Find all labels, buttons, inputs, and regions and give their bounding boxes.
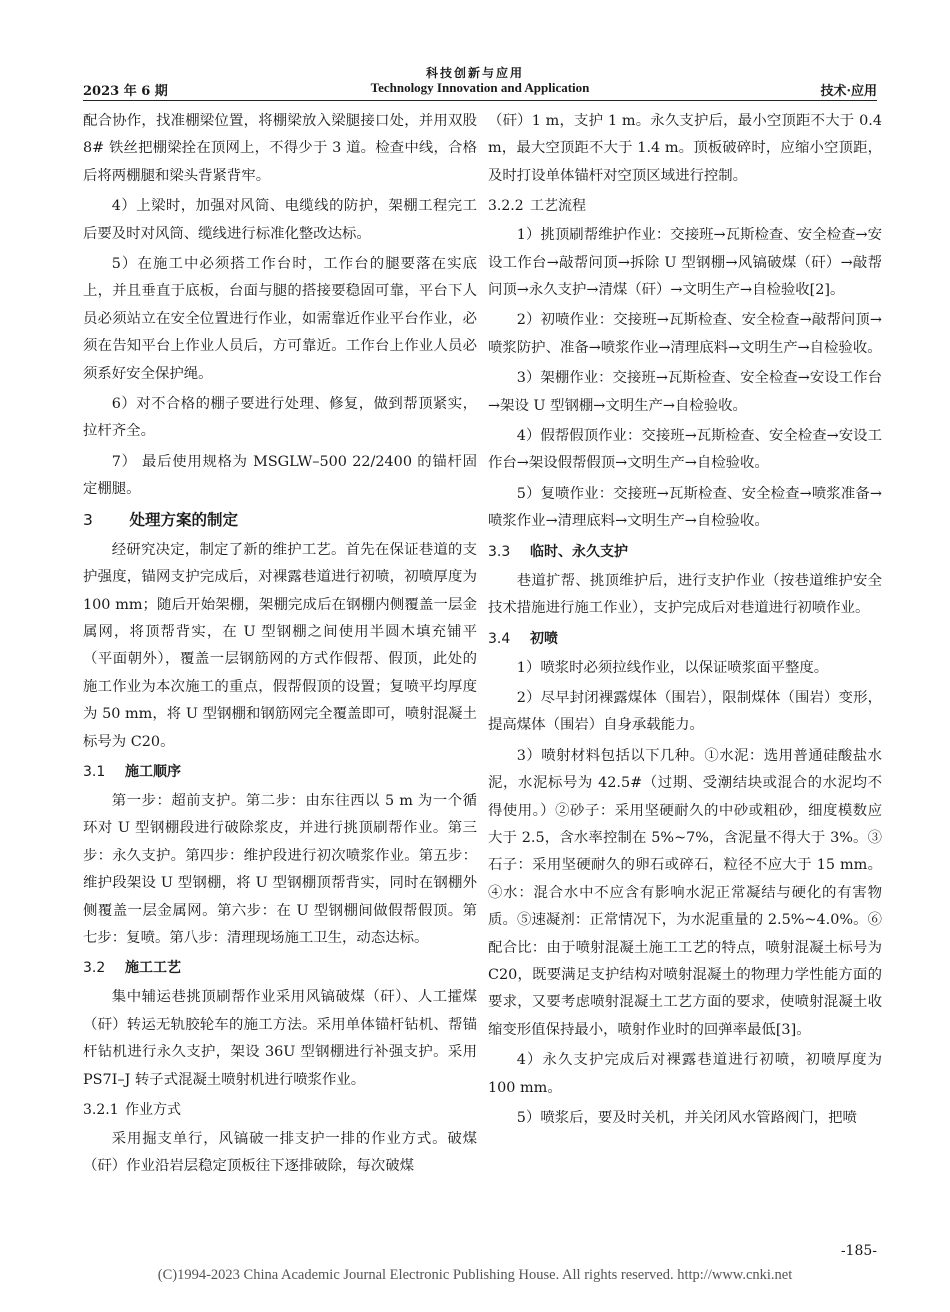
paragraph: （矸）1 m，支护 1 m。永久支护后，最小空顶距不大于 0.4 m，最大空顶距不大于 1.4 m。顶板破碎时，应缩小空顶距，及时打设单体锚杆对空顶区域进行控制。 <box>488 113 882 184</box>
section-number: 3 <box>83 510 93 529</box>
section-heading-3-2-1 <box>83 1097 477 1124</box>
section-heading-3-1 <box>83 759 477 786</box>
section-title: 施工顺序 <box>125 763 181 780</box>
section-title: 工艺流程 <box>530 198 586 215</box>
paragraph: 6）对不合格的棚子要进行处理、修复，做到帮顶紧实，拉杆齐全。 <box>83 396 477 440</box>
paragraph: 采用掘支单行，风镐破一排支护一排的作业方式。破煤（矸）作业沿岩层稳定顶板往下逐排破除，每次破煤 <box>83 1131 477 1175</box>
paragraph: 集中辅运巷挑顶刷帮作业采用风镐破煤（矸）、人工攉煤（矸）转运无轨胶轮车的施工方法。采用单体锚杆钻机、帮锚杆钻机进行永久支护，架设 36U 型钢棚进行补强支护。采用 PS7I–J 转子式混凝土喷射机进行喷浆作业。 <box>83 989 477 1088</box>
paragraph: 4）永久支护完成后对裸露巷道进行初喷，初喷厚度为 100 mm。 <box>488 1052 882 1096</box>
paragraph: 3）喷射材料包括以下几种。①水泥：选用普通硅酸盐水泥，水泥标号为 42.5#（过期、受潮结块或混合的水泥均不得使用。）②砂子：采用坚硬耐久的中砂或粗砂，细度模数应大于 2.5，含水率控制在 5%~7%，含泥量不得大于 3%。③石子：采用坚硬耐久的卵石或碎石，粒径不应大于 15 mm。④水：混合水中不应含有影响水泥正常凝结与硬化的有害物质。⑤速凝剂：正常情况下，为水泥重量的 2.5%~4.0%。⑥配合比：由于喷射混凝土施工工艺的特点，喷射混凝土标号为 C20，既要满足支护结构对喷射混凝土的物理力学性能方面的要求，又要考虑喷射混凝土工艺方面的要求，使喷射混凝土收缩变形值保持最小，喷射作业时的回弹率最低[3]。 <box>488 747 882 1038</box>
running-header <box>83 80 877 98</box>
paragraph: 第一步：超前支护。第二步：由东往西以 5 m 为一个循环对 U 型钢棚段进行破除浆皮，并进行挑顶刷帮作业。第三步：永久支护。第四步：维护段进行初次喷浆作业。第五步：维护段架设 U 型钢棚，将 U 型钢棚顶帮背实，同时在钢棚外侧覆盖一层金属网。第六步：在 U 型钢棚间做假帮假顶。第七步：复喷。第八步：清理现场施工卫生，动态达标。 <box>83 792 477 946</box>
paragraph: 1）挑顶刷帮维护作业：交接班→瓦斯检查、安全检查→安设工作台→敲帮问顶→拆除 U 型钢棚→风镐破煤（矸）→敲帮问顶→永久支护→清煤（矸）→文明生产→自检验收[2]。 <box>488 227 882 299</box>
paragraph: 4）上梁时，加强对风筒、电缆线的防护，架棚工程完工后要及时对风筒、缆线进行标准化整改达标。 <box>83 198 477 242</box>
section-heading-3-2 <box>83 955 477 982</box>
copyright-notice: (C)1994-2023 China Academic Journal Electronic Publishing House. All rights reserved. http://www.cnki.net <box>157 1267 793 1283</box>
paragraph: 巷道扩帮、挑顶维护后，进行支护作业（按巷道维护安全技术措施进行施工作业），支护完成后对巷道进行初喷作业。 <box>488 572 882 617</box>
section-number: 3.3 <box>488 543 511 560</box>
section-title: 施工工艺 <box>125 960 181 977</box>
paragraph: 5）喷浆后，要及时关机，并关闭风水管路阀门，把喷 <box>516 1110 857 1126</box>
paragraph: 5）在施工中必须搭工作台时，工作台的腿要落在实底上，并且垂直于底板，台面与腿的搭接要稳固可靠，平台下人员必须站立在安全位置进行作业，如需靠近作业平台作业，必须在告知平台上作业人员后，方可靠近。工作台上作业人员必须系好安全保护绳。 <box>83 256 477 382</box>
section-heading-3-4 <box>488 626 882 653</box>
section-heading-3 <box>83 507 477 534</box>
section-number: 3.2.1 <box>83 1102 119 1118</box>
section-number: 3.4 <box>488 630 511 647</box>
journal-title-cn: 科技创新与应用 <box>425 66 524 80</box>
paragraph: 3）架棚作业：交接班→瓦斯检查、安全检查→安设工作台→架设 U 型钢棚→文明生产→自检验收。 <box>488 370 882 414</box>
header-rule <box>83 100 877 101</box>
section-number: 3.2 <box>83 960 106 977</box>
issue-label: 2023 年 6 期 <box>83 84 168 99</box>
paragraph: 1）喷浆时必须拉线作业，以保证喷浆面平整度。 <box>516 659 829 676</box>
section-number: 3.1 <box>83 763 106 780</box>
section-number: 3.2.2 <box>488 198 524 215</box>
left-column <box>83 108 477 1184</box>
section-title: 作业方式 <box>125 1102 181 1118</box>
right-column <box>488 108 882 1135</box>
paragraph: 7） 最后使用规格为 MSGLW–500 22/2400 的锚杆固定棚腿。 <box>83 453 477 498</box>
section-heading-3-3 <box>488 539 882 566</box>
journal-title-en: Technology Innovation and Application <box>370 80 590 95</box>
paragraph: 4）假帮假顶作业：交接班→瓦斯检查、安全检查→安设工作台→架设假帮假顶→文明生产→自检验收。 <box>488 428 882 472</box>
section-label: 技术·应用 <box>820 84 877 99</box>
section-title: 处理方案的制定 <box>129 510 239 529</box>
section-title: 初喷 <box>530 630 558 647</box>
paragraph: 2）尽早封闭裸露煤体（围岩），限制煤体（围岩）变形，提高煤体（围岩）自身承载能力。 <box>488 689 882 734</box>
page-number: -185- <box>840 1243 877 1259</box>
paragraph: 配合协作，找准棚梁位置，将棚梁放入梁腿接口处，并用双股 8# 铁丝把棚梁拴在顶网上，不得少于 3 道。检查中线，合格后将两棚腿和梁头背紧背牢。 <box>83 113 477 184</box>
paragraph: 经研究决定，制定了新的维护工艺。首先在保证巷道的支护强度，锚网支护完成后，对裸露巷道进行初喷，初喷厚度为 100 mm；随后开始架棚，架棚完成后在钢棚内侧覆盖一层金属网，将顶帮背实，在 U 型钢棚之间使用半圆木填充铺平（平面朝外），覆盖一层钢筋网的方式作假帮、假顶，此处的施工作业为本次施工的重点，假帮假顶的设置；复喷平均厚度为 50 mm，将 U 型钢棚和钢筋网完全覆盖即可，喷射混凝土标号为 C20。 <box>83 541 477 750</box>
paragraph: 2）初喷作业：交接班→瓦斯检查、安全检查→敲帮问顶→喷浆防护、准备→喷浆作业→清理底料→文明生产→自检验收。 <box>488 312 882 356</box>
paragraph: 5）复喷作业：交接班→瓦斯检查、安全检查→喷浆准备→喷浆作业→清理底料→文明生产→自检验收。 <box>488 485 882 530</box>
section-heading-3-2-2 <box>488 193 882 220</box>
section-title: 临时、永久支护 <box>530 543 628 560</box>
